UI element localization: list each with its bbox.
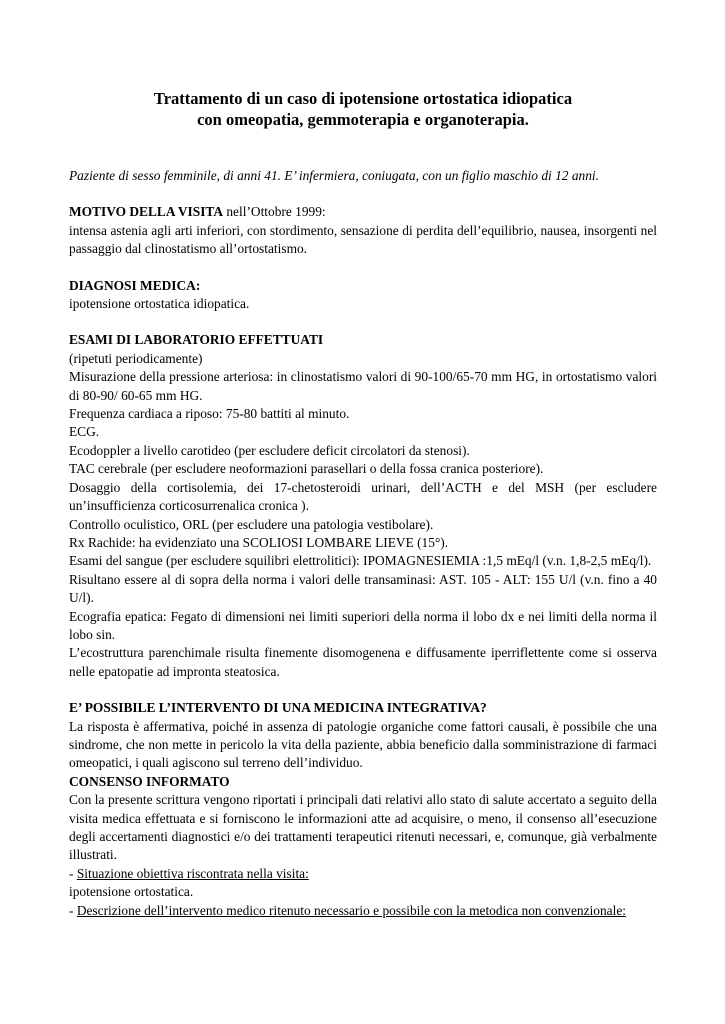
- motivo-section: [69, 203, 657, 258]
- consenso-item-2: [69, 902, 657, 920]
- esami-line: (ripetuti periodicamente): [69, 350, 203, 366]
- integrativa-heading: E’ POSSIBILE L’INTERVENTO DI UNA MEDICINA INTEGRATIVA?: [69, 700, 487, 716]
- list-dash: -: [69, 902, 77, 918]
- list-dash: -: [69, 865, 77, 881]
- esami-section: [69, 331, 657, 681]
- consenso-item-1-value: ipotensione ortostatica.: [69, 884, 194, 900]
- esami-line: Rx Rachide: ha evidenziato una SCOLIOSI LOMBARE LIEVE (15°).: [69, 534, 449, 550]
- esami-line: L’ecostruttura parenchimale risulta finemente disomogenena e diffusamente iperriflettente come si osserva nelle epatopatie ad impronta steatosica.: [69, 645, 657, 679]
- consenso-heading: CONSENSO INFORMATO: [69, 773, 230, 789]
- integrativa-section: [69, 699, 657, 773]
- diagnosi-section: [69, 277, 657, 314]
- motivo-heading-line: [69, 203, 657, 221]
- consenso-text: Con la presente scrittura vengono riportati i principali dati relativi allo stato di salute accertato a seguito della visita medica effettuata e si forniscono le informazioni atte ad acquisire, o meno, il consenso all’esecuzione degli accertamenti diagnostici e/o dei trattamenti terapeutici ritenuti necessari, e, comunque, già verbalmente illustrati.: [69, 792, 657, 863]
- patient-intro: Paziente di sesso femminile, di anni 41. E’ infermiera, coniugata, con un figlio maschio di 12 anni.: [69, 168, 599, 183]
- title-line-2: con omeopatia, gemmoterapia e organoterapia.: [197, 110, 529, 129]
- motivo-heading-suffix: nell’Ottobre 1999:: [223, 204, 326, 220]
- motivo-text: intensa astenia agli arti inferiori, con stordimento, sensazione di perdita dell’equilibrio, nausea, insorgenti nel passaggio dal clinostatismo all’ortostatismo.: [69, 222, 657, 257]
- esami-line: Risultano essere al di sopra della norma i valori delle transaminasi: AST. 105 - ALT: 155 U/l (v.n. fino a 40 U/l).: [69, 571, 657, 606]
- esami-line: Ecografia epatica: Fegato di dimensioni nei limiti superiori della norma il lobo dx e nei limiti della norma il lobo sin.: [69, 608, 657, 642]
- consenso-item-2-label: Descrizione dell’intervento medico ritenuto necessario e possibile con la metodica non convenzionale:: [76, 902, 627, 918]
- esami-line: Misurazione della pressione arteriosa: in clinostatismo valori di 90-100/65-70 mm HG, in ortostatismo valori di 80-90/ 60-65 mm HG.: [69, 369, 657, 403]
- title-line-1: Trattamento di un caso di ipotensione ortostatica idiopatica: [153, 89, 573, 108]
- document-title: [69, 88, 657, 130]
- esami-line: TAC cerebrale (per escludere neoformazioni parasellari o della fossa cranica posteriore).: [69, 461, 544, 477]
- consenso-section: [69, 773, 657, 920]
- esami-line: Frequenza cardiaca a riposo: 75-80 battiti al minuto.: [69, 406, 350, 422]
- integrativa-text: La risposta è affermativa, poiché in assenza di patologie organiche come fattori causali, è possibile che una sindrome, che non mette in pericolo la vita della paziente, abbia beneficio dalla somministrazione di farmaci omeopatici, i quali agiscono sul terreno dell’individuo.: [69, 718, 657, 771]
- esami-heading: ESAMI DI LABORATORIO EFFETTUATI: [69, 332, 324, 348]
- motivo-heading: MOTIVO DELLA VISITA: [69, 204, 224, 220]
- document-page: [69, 88, 657, 920]
- diagnosi-heading: DIAGNOSI MEDICA:: [69, 277, 201, 293]
- esami-line: Ecodoppler a livello carotideo (per escludere deficit circolatori da stenosi).: [69, 442, 470, 458]
- esami-line: Esami del sangue (per escludere squilibri elettrolitici): IPOMAGNESIEMIA :1,5 mEq/l (v.n. 1,8-2,5 mEq/l).: [69, 553, 652, 569]
- esami-line: Controllo oculistico, ORL (per escludere una patologia vestibolare).: [69, 516, 434, 532]
- consenso-item-1-label: Situazione obiettiva riscontrata nella visita:: [76, 865, 309, 881]
- esami-line: Dosaggio della cortisolemia, dei 17-chetosteroidi urinari, dell’ACTH e del MSH (per escludere un’insufficienza corticosurrenalica cronica ).: [69, 479, 657, 514]
- esami-line: ECG.: [69, 424, 100, 440]
- consenso-item-1: [69, 865, 657, 883]
- diagnosi-text: ipotensione ortostatica idiopatica.: [69, 296, 250, 312]
